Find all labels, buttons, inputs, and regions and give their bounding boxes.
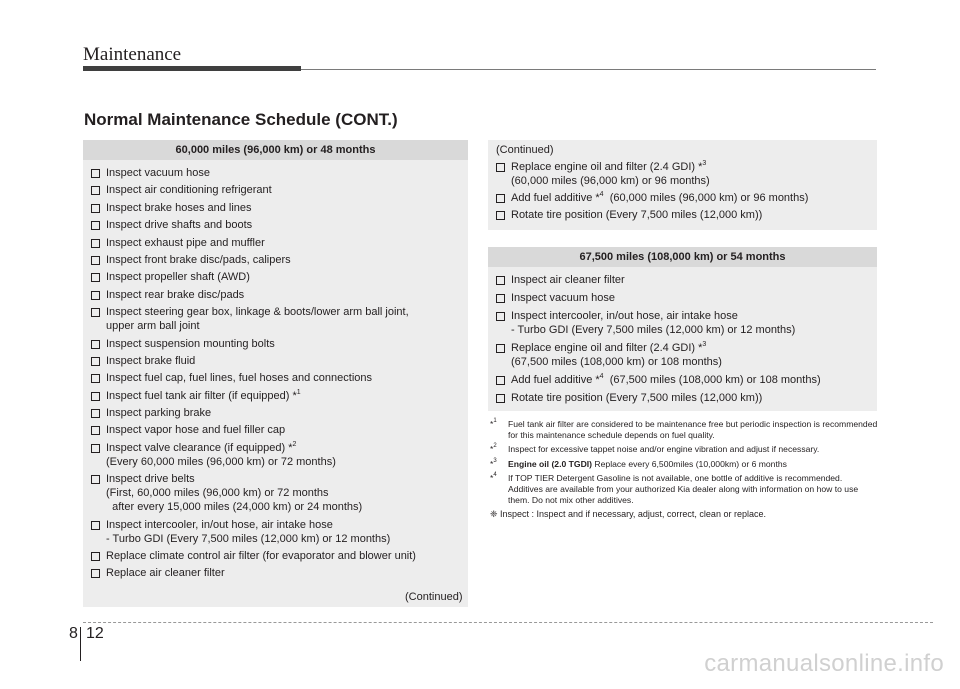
schedule-67500-panel (488, 247, 877, 411)
checklist-item-text: Inspect valve clearance (if equipped) *$^2$ (Every 60,000 miles (96,000 km) or 72 months) (106, 440, 336, 468)
footnote (490, 419, 878, 440)
checkbox-icon (496, 294, 505, 303)
checklist-item (91, 218, 468, 232)
checklist-item (91, 305, 468, 333)
checklist-item-text: Inspect fuel cap, fuel lines, fuel hoses and connections (106, 372, 373, 385)
checklist-item (496, 309, 877, 337)
footnote-mark: ❈ (490, 509, 498, 520)
chapter-number: 8 (69, 625, 78, 642)
checklist-item-text: Inspect vacuum hose (106, 167, 210, 179)
checklist-item-text: Inspect exhaust pipe and muffler (106, 236, 265, 249)
checklist-item (91, 201, 468, 215)
checklist-item-text: Inspect intercooler, in/out hose, air intake hose - Turbo GDI (Every 7,500 miles (12,000 km) or 12 months) (511, 310, 796, 336)
checkbox-icon (496, 394, 505, 403)
checklist-item (91, 288, 468, 302)
page-number-divider (80, 627, 81, 661)
footnote-text: Fuel tank air filter are considered to be maintenance free but periodic inspection is recommended for this maintenance schedule depends on fuel quality. (508, 419, 878, 440)
page-heading: Normal Maintenance Schedule (CONT.) (84, 110, 398, 129)
schedule-60000-heading: 60,000 miles (96,000 km) or 48 months (83, 140, 468, 160)
checklist-item (91, 472, 468, 514)
checklist-item-text: Inspect fuel tank air filter (if equipped) *$^1$ (106, 388, 301, 402)
checkbox-icon (91, 221, 100, 230)
checklist-item-text: Inspect brake fluid (106, 354, 196, 367)
checklist-item (496, 391, 877, 405)
checkbox-icon (496, 344, 505, 353)
checklist-item (496, 373, 877, 387)
checklist-item (91, 406, 468, 420)
footnote (490, 444, 878, 455)
checklist-item (91, 389, 468, 403)
checklist-item-text: Replace air cleaner filter (106, 567, 225, 580)
footnote-ref: 2 (292, 440, 297, 448)
checklist-item-text: Inspect vacuum hose (511, 292, 615, 304)
checkbox-icon (91, 409, 100, 418)
checklist-item-text: Inspect air cleaner filter (511, 274, 625, 286)
footnote-ref: 3 (702, 341, 707, 348)
checkbox-icon (91, 552, 100, 561)
checklist-item (91, 549, 468, 563)
checklist-item-text: Inspect air conditioning refrigerant (106, 184, 272, 197)
checklist-item-text: Inspect vapor hose and fuel filler cap (106, 424, 286, 437)
checkbox-icon (91, 475, 100, 484)
checkbox-icon (91, 308, 100, 317)
checkbox-icon (91, 291, 100, 300)
checklist-item (496, 273, 877, 287)
footnote-ref: 4 (599, 373, 604, 380)
checklist-item (91, 518, 468, 546)
checkbox-icon (91, 426, 100, 435)
checklist-item (91, 253, 468, 267)
checklist-item-text: Inspect steering gear box, linkage & boots/lower arm ball joint, upper arm ball joint (106, 306, 409, 333)
checkbox-icon (91, 239, 100, 248)
header-rule-thin (301, 69, 876, 70)
page-number: 12 (86, 625, 104, 642)
checkbox-icon (91, 374, 100, 383)
checklist-item (91, 270, 468, 284)
checkbox-icon (496, 276, 505, 285)
checklist-item (91, 441, 468, 469)
checkbox-icon (91, 357, 100, 366)
checklist-item (496, 341, 877, 369)
checklist-item-text: Add fuel additive *$^4$ (60,000 miles (96,000 km) or 96 months) (511, 191, 809, 204)
checklist-item (91, 236, 468, 250)
footnote-text: Inspect : Inspect and if necessary, adjust, correct, clean or replace. (500, 509, 766, 520)
checklist-item-text: Rotate tire position (Every 7,500 miles (12,000 km)) (511, 392, 763, 404)
checklist-item-text: Inspect front brake disc/pads, calipers (106, 253, 291, 266)
schedule-60000-list (83, 160, 468, 580)
checklist-item-text: Add fuel additive *$^4$ (67,500 miles (108,000 km) or 108 months) (511, 373, 821, 386)
footnote-text: If TOP TIER Detergent Gasoline is not available, one bottle of additive is recommended. Additives are available from your authorized Kia dealer along with information on how to use them. Do not mix other additives. (508, 473, 859, 505)
checkbox-icon (91, 273, 100, 282)
footnote-ref: 4 (599, 191, 604, 198)
footnote-ref: 1 (296, 388, 301, 396)
header-rule-thick (83, 66, 301, 71)
checklist-item (91, 423, 468, 437)
schedule-67500-list (488, 267, 877, 405)
checklist-item (91, 566, 468, 580)
footnote-mark: *$^2$ (490, 443, 497, 455)
checklist-item (496, 191, 877, 205)
watermark: carmanualsonline.info (704, 650, 944, 677)
continued-list (488, 156, 877, 222)
continued-label-left: (Continued) (405, 591, 463, 603)
checkbox-icon (496, 163, 505, 172)
checklist-item (91, 354, 468, 368)
checklist-item (91, 337, 468, 351)
checkbox-icon (91, 392, 100, 401)
checklist-item-text: Inspect drive belts (First, 60,000 miles (96,000 km) or 72 months after every 15,000 miles (24,000 km) or 24 months) (106, 473, 363, 514)
footnote-mark: *$^1$ (490, 418, 497, 429)
footnote-mark: *$^3$ (490, 457, 497, 469)
checklist-item (496, 291, 877, 305)
checkbox-icon (91, 204, 100, 213)
checklist-item-text: Replace climate control air filter (for evaporator and blower unit) (106, 550, 416, 563)
checkbox-icon (91, 169, 100, 178)
checklist-item-text: Inspect intercooler, in/out hose, air intake hose - Turbo GDI (Every 7,500 miles (12,000 km) or 12 months) (106, 518, 391, 545)
checklist-item (496, 208, 877, 222)
checklist-item-text: Inspect parking brake (106, 407, 212, 420)
footnote (490, 473, 878, 505)
footnote-mark: *$^4$ (490, 472, 497, 484)
footnote-text: Inspect for excessive tappet noise and/or engine vibration and adjust if necessary. (508, 444, 820, 455)
checkbox-icon (91, 569, 100, 578)
checklist-item-text: Inspect rear brake disc/pads (106, 288, 245, 301)
footnote-text: Engine oil (2.0 TGDI) Replace every 6,500miles (10,000km) or 6 months (508, 458, 787, 469)
checkbox-icon (496, 211, 505, 220)
checkbox-icon (91, 186, 100, 195)
checklist-item-text: Inspect suspension mounting bolts (106, 337, 275, 350)
footnotes (490, 419, 878, 524)
checklist-item-text: Rotate tire position (Every 7,500 miles (12,000 km)) (511, 209, 763, 221)
continued-panel (488, 140, 877, 230)
checklist-item (91, 183, 468, 197)
footer-dashed-rule (83, 622, 933, 623)
checklist-item-text: Replace engine oil and filter (2.4 GDI) *$^3$ (60,000 miles (96,000 km) or 96 months) (511, 160, 710, 187)
checklist-item (496, 160, 877, 188)
checkbox-icon (91, 256, 100, 265)
schedule-67500-heading: 67,500 miles (108,000 km) or 54 months (488, 247, 877, 267)
continued-label-right: (Continued) (496, 144, 554, 156)
checkbox-icon (496, 312, 505, 321)
checkbox-icon (496, 194, 505, 203)
checklist-item-text: Inspect brake hoses and lines (106, 201, 252, 214)
footnote (490, 459, 878, 470)
checkbox-icon (91, 444, 100, 453)
checklist-item (91, 166, 468, 180)
checkbox-icon (496, 376, 505, 385)
checkbox-icon (91, 521, 100, 530)
footnote-ref: 3 (702, 160, 707, 167)
checklist-item (91, 371, 468, 385)
checkbox-icon (91, 340, 100, 349)
checklist-item-text: Inspect drive shafts and boots (106, 219, 253, 232)
schedule-60000-panel (83, 140, 468, 607)
checklist-item-text: Inspect propeller shaft (AWD) (106, 271, 250, 284)
section-title: Maintenance (83, 44, 182, 65)
checklist-item-text: Replace engine oil and filter (2.4 GDI) *$^3$ (67,500 miles (108,000 km) or 108 months) (511, 341, 722, 368)
footnote (490, 509, 878, 520)
